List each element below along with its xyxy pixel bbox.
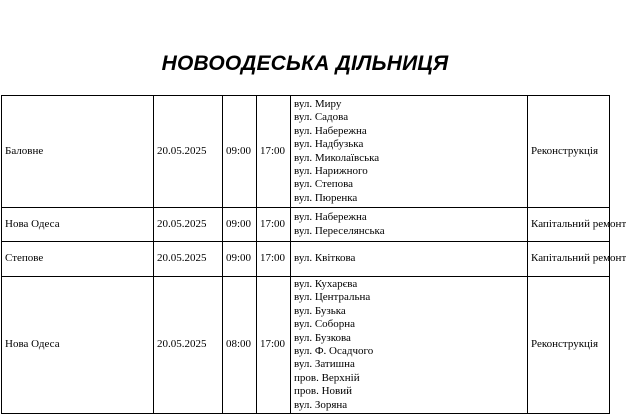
street-name: вул. Садова xyxy=(294,111,349,124)
end-time-cell: 17:00 xyxy=(257,96,291,208)
street-name: вул. Надбузька xyxy=(294,138,364,151)
street-name: вул. Степова xyxy=(294,178,354,191)
street-name: вул. Бузкова xyxy=(294,331,351,344)
street-name: вул. Квіткова xyxy=(294,252,356,265)
table-row xyxy=(2,208,610,242)
streets-cell xyxy=(291,277,528,414)
street-name: пров. Верхній xyxy=(294,371,360,384)
streets-cell xyxy=(291,242,528,277)
street-name: пров. Новий xyxy=(294,385,352,398)
table-row xyxy=(2,277,610,414)
start-time-cell: 09:00 xyxy=(223,242,257,277)
work-type-cell: Капітальний ремонт xyxy=(528,208,610,242)
work-type-cell: Капітальний ремонт xyxy=(528,242,610,277)
outage-schedule-table xyxy=(1,95,626,414)
street-name: вул. Пюренка xyxy=(294,191,358,204)
work-type-cell: Реконструкція xyxy=(528,277,610,414)
settlement-cell: Баловне xyxy=(2,96,154,208)
date-cell: 20.05.2025 xyxy=(154,96,223,208)
street-name: вул. Набережна xyxy=(294,124,367,137)
date-cell: 20.05.2025 xyxy=(154,277,223,414)
table-row xyxy=(2,96,610,208)
street-name: вул. Набережна xyxy=(294,211,367,224)
streets-cell xyxy=(291,96,528,208)
end-time-cell: 17:00 xyxy=(257,277,291,414)
settlement-cell: Нова Одеса xyxy=(2,277,154,414)
page-title: НОВООДЕСЬКА ДІЛЬНИЦЯ xyxy=(161,52,449,75)
settlement-cell: Нова Одеса xyxy=(2,208,154,242)
street-name: вул. Ф. Осадчого xyxy=(294,345,374,358)
street-name: вул. Бузька xyxy=(294,304,346,317)
settlement-cell: Степове xyxy=(2,242,154,277)
street-name: вул. Миколаївська xyxy=(294,151,380,164)
date-cell: 20.05.2025 xyxy=(154,242,223,277)
street-name: вул. Зоряна xyxy=(294,398,348,411)
street-name: вул. Нарижного xyxy=(294,164,368,177)
start-time-cell: 09:00 xyxy=(223,208,257,242)
streets-cell xyxy=(291,208,528,242)
end-time-cell: 17:00 xyxy=(257,242,291,277)
street-name: вул. Соборна xyxy=(294,318,356,331)
street-name: вул. Переселянська xyxy=(294,224,385,237)
work-type-cell: Реконструкція xyxy=(528,96,610,208)
street-name: вул. Центральна xyxy=(294,291,371,304)
end-time-cell: 17:00 xyxy=(257,208,291,242)
street-name: вул. Миру xyxy=(294,97,342,110)
table-row xyxy=(2,242,610,277)
start-time-cell: 08:00 xyxy=(223,277,257,414)
start-time-cell: 09:00 xyxy=(223,96,257,208)
street-name: вул. Кухарєва xyxy=(294,278,358,290)
date-cell: 20.05.2025 xyxy=(154,208,223,242)
schedule-body xyxy=(2,96,626,414)
street-name: вул. Затишна xyxy=(294,358,355,371)
